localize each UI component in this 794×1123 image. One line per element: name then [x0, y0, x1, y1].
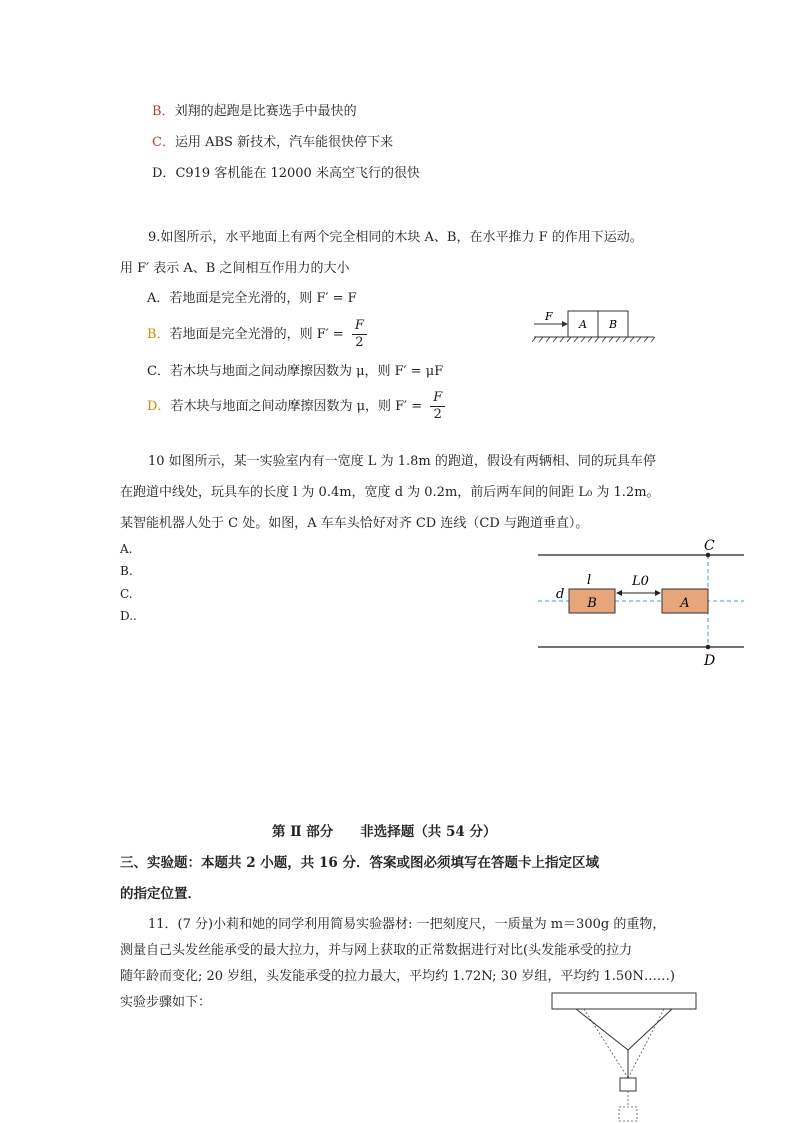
q11-line2: 测量自己头发丝能承受的最大拉力，并与网上获取的正常数据进行对比(头发能承受的拉力: [120, 943, 633, 958]
section3-line1: 三、实验题：本题共 2 小题，共 16 分．答案或图必须填写在答题卡上指定区域: [120, 855, 599, 871]
q9-option-d-letter: D．: [147, 399, 171, 414]
q9-option-d: [147, 390, 445, 428]
hair-left-dashed: [584, 1009, 628, 1078]
force-label: F: [545, 310, 553, 323]
q8-option-b-text: 刘翔的起跑是比赛选手中最快的: [174, 104, 357, 119]
q8-option-c: [152, 134, 393, 152]
q8-option-b-letter: B．: [152, 104, 175, 119]
q11-line4: 实验步骤如下：: [120, 995, 212, 1010]
q11-line3: 随年龄而变化; 20 岁组，头发能承受的拉力最大，平均约 1.72N; 30 岁组，平均约 1.50N……): [120, 969, 675, 984]
part2-title: 第 Ⅱ 部分 非选择题（共 54 分）: [272, 824, 497, 840]
q9-blocks-figure: [528, 306, 658, 346]
section3-line2: 的指定位置．: [120, 886, 201, 902]
car-a-label: A: [680, 596, 690, 611]
fraction-denominator: 2: [433, 407, 442, 422]
l0-arrow-left-icon: [616, 590, 622, 596]
block-a-label: A: [579, 318, 587, 331]
q9-option-c-letter: C．: [147, 364, 170, 379]
q10-option-d: D..: [120, 609, 137, 623]
q9-option-b-letter: B．: [147, 327, 170, 342]
q8-option-d: [152, 165, 420, 183]
q10-line1: 10 如图所示，某一实验室内有一宽度 L 为 1.8m 的跑道，假设有两辆相、同的玩具车停: [148, 454, 656, 469]
q9-option-b: [147, 318, 367, 356]
q9-option-b-fraction: [352, 318, 367, 351]
hair-right-dashed: [628, 1009, 664, 1078]
q9-stem-line1: 9.如图所示，水平地面上有两个完全相同的木块 A、B，在水平推力 F 的作用下运动。: [148, 230, 643, 245]
q9-stem-line2: 用 F′ 表示 A、B 之间相互作用力的大小: [120, 261, 350, 276]
point-d-label: D: [704, 653, 716, 669]
fraction-numerator: F: [430, 390, 445, 407]
q10-option-c: C.: [120, 587, 133, 601]
l0-arrow-right-icon: [655, 590, 661, 596]
l0-label: L0: [632, 574, 649, 589]
q11-line1: 11．(7 分)小莉和她的同学利用简易实验器材: 一把刻度尺，一质量为 m＝300g 的重物，: [148, 917, 666, 932]
fraction-denominator: 2: [355, 335, 364, 350]
q9-option-d-text: 若木块与地面之间动摩擦因数为 μ，则 F′ =: [170, 399, 423, 414]
q9-option-c: [147, 363, 443, 381]
q9-option-c-text: 若木块与地面之间动摩擦因数为 μ，则 F′ = μF: [169, 364, 444, 379]
q9-option-b-text: 若地面是完全光滑的，则 F′ =: [169, 327, 344, 342]
hair-left: [576, 1009, 628, 1050]
hair-right: [628, 1009, 672, 1050]
q8-option-b: [152, 103, 357, 121]
q8-option-d-text: C919 客机能在 12000 米高空飞行的很快: [175, 166, 420, 181]
q8-option-d-letter: D．: [152, 166, 176, 181]
q9-option-a: [147, 290, 357, 308]
l-label: l: [587, 573, 592, 588]
force-arrow-icon: [562, 321, 568, 327]
q10-option-b: B.: [120, 564, 133, 578]
q11-hair-apparatus-figure: [548, 990, 702, 1123]
point-c-label: C: [704, 538, 715, 554]
support-board: [552, 993, 696, 1009]
q9-option-d-fraction: [430, 390, 445, 423]
q10-line3: 某智能机器人处于 C 处。如图，A 车车头恰好对齐 CD 连线（CD 与跑道垂直）。: [120, 516, 589, 531]
car-b-label: B: [587, 596, 597, 611]
q10-line2: 在跑道中线处，玩具车的长度 l 为 0.4m，宽度 d 为 0.2m，前后两车间的间距 L₀ 为 1.2m。: [120, 485, 660, 500]
fraction-numerator: F: [352, 318, 367, 335]
q10-track-figure: [536, 535, 746, 670]
q9-option-a-letter: A．: [147, 291, 170, 306]
q8-option-c-text: 运用 ABS 新技术，汽车能很快停下来: [174, 135, 394, 150]
point-d: [706, 645, 711, 650]
q9-option-a-text: 若地面是完全光滑的，则 F′ = F: [169, 291, 357, 306]
weight-block: [620, 1078, 636, 1091]
weight-block-dashed: [619, 1107, 637, 1121]
ground-hatching: [532, 337, 655, 342]
q10-option-a: A.: [120, 542, 133, 556]
block-b-label: B: [608, 318, 618, 331]
d-width-label: d: [556, 587, 565, 602]
q8-option-c-letter: C．: [152, 135, 175, 150]
